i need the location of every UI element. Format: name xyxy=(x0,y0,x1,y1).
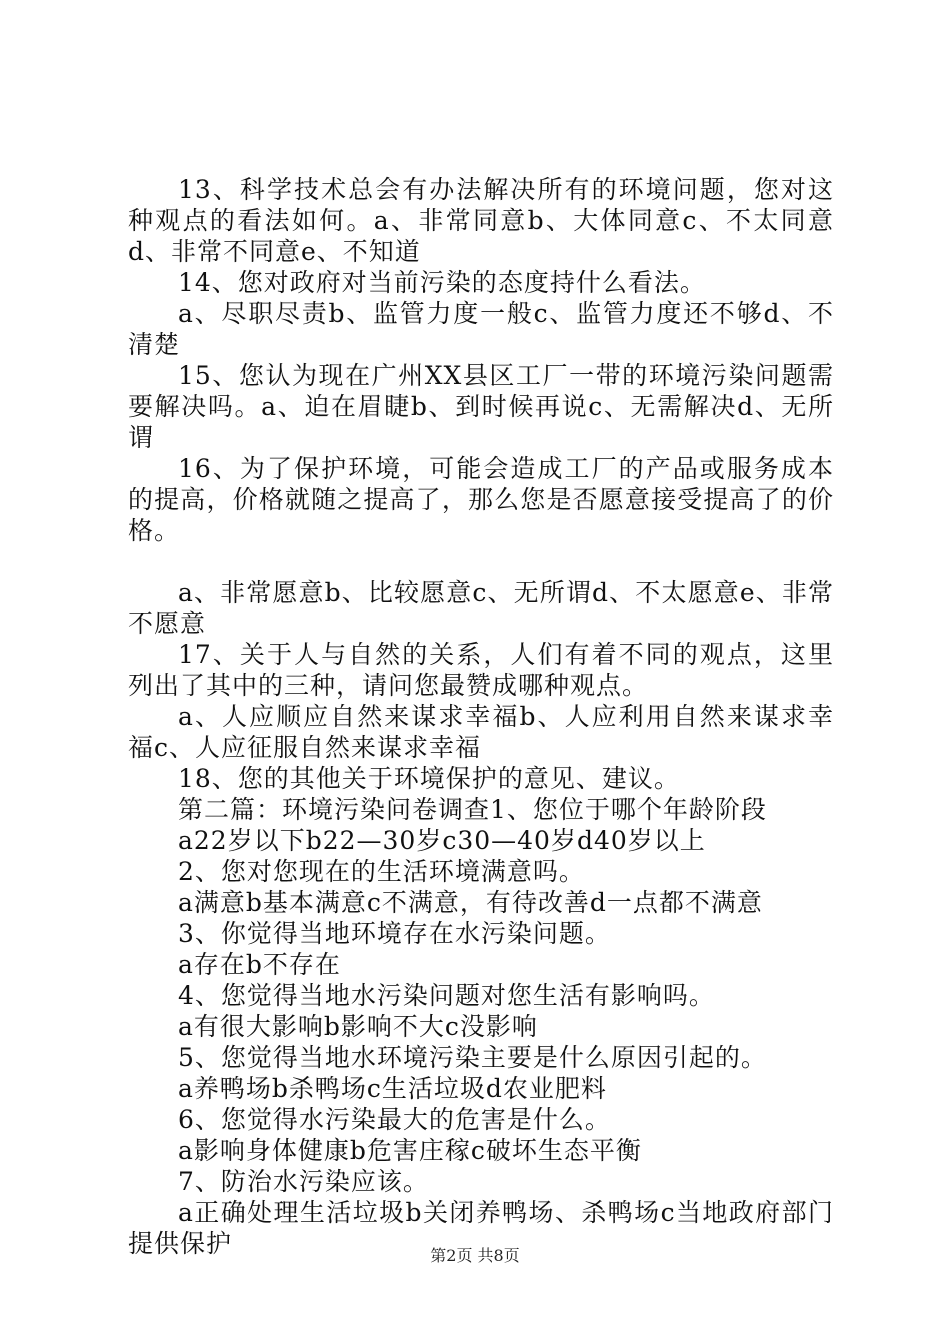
paragraph-q13: 13、科学技术总会有办法解决所有的环境问题，您对这种观点的看法如何。a、非常同意b、大体同意c、不太同意d、非常不同意e、不知道 xyxy=(128,175,834,266)
paragraph-q14-options: a、尽职尽责b、监管力度一般c、监管力度还不够d、不清楚 xyxy=(128,299,834,359)
paragraph-q14: 14、您对政府对当前污染的态度持什么看法。 xyxy=(178,268,706,297)
paragraph-part2-q4: 4、您觉得当地水污染问题对您生活有影响吗。 xyxy=(178,981,715,1010)
paragraph-part2-q1: 第二篇：环境污染问卷调查1、您位于哪个年龄阶段 xyxy=(178,795,767,824)
paragraph-part2-q7-options: a正确处理生活垃圾b关闭养鸭场、杀鸭场c当地政府部门提供保护 xyxy=(128,1198,834,1258)
paragraph-q17-options: a、人应顺应自然来谋求幸福b、人应利用自然来谋求幸福c、人应征服自然来谋求幸福 xyxy=(128,702,834,762)
paragraph-part2-q5-options: a养鸭场b杀鸭场c生活垃圾d农业肥料 xyxy=(178,1074,607,1103)
paragraph-part2-q5: 5、您觉得当地水环境污染主要是什么原因引起的。 xyxy=(178,1043,767,1072)
paragraph-part2-q1-options: a22岁以下b22—30岁c30—40岁d40岁以上 xyxy=(178,826,706,855)
paragraph-part2-q3: 3、你觉得当地环境存在水污染问题。 xyxy=(178,919,611,948)
paragraph-part2-q4-options: a有很大影响b影响不大c没影响 xyxy=(178,1012,538,1041)
paragraph-spacer xyxy=(128,546,834,577)
page-number-footer: 第2页 共8页 xyxy=(430,1246,520,1265)
paragraph-part2-q2: 2、您对您现在的生活环境满意吗。 xyxy=(178,857,585,886)
paragraph-q18: 18、您的其他关于环境保护的意见、建议。 xyxy=(178,764,680,793)
paragraph-part2-q7: 7、防治水污染应该。 xyxy=(178,1167,429,1196)
paragraph-q16: 16、为了保护环境，可能会造成工厂的产品或服务成本的提高，价格就随之提高了，那么您是否愿意接受提高了的价格。 xyxy=(128,454,834,545)
paragraph-part2-q2-options: a满意b基本满意c不满意，有待改善d一点都不满意 xyxy=(178,888,763,917)
paragraph-part2-q6-options: a影响身体健康b危害庄稼c破坏生态平衡 xyxy=(178,1136,642,1165)
paragraph-q15: 15、您认为现在广州XX县区工厂一带的环境污染问题需要解决吗。a、迫在眉睫b、到时候再说c、无需解决d、无所谓 xyxy=(128,361,834,452)
paragraph-q16-options: a、非常愿意b、比较愿意c、无所谓d、不太愿意e、非常不愿意 xyxy=(128,578,834,638)
paragraph-part2-q3-options: a存在b不存在 xyxy=(178,950,341,979)
paragraph-q17: 17、关于人与自然的关系，人们有着不同的观点，这里列出了其中的三种，请问您最赞成哪种观点。 xyxy=(128,640,834,700)
paragraph-part2-q6: 6、您觉得水污染最大的危害是什么。 xyxy=(178,1105,611,1134)
document-body xyxy=(128,174,834,1259)
